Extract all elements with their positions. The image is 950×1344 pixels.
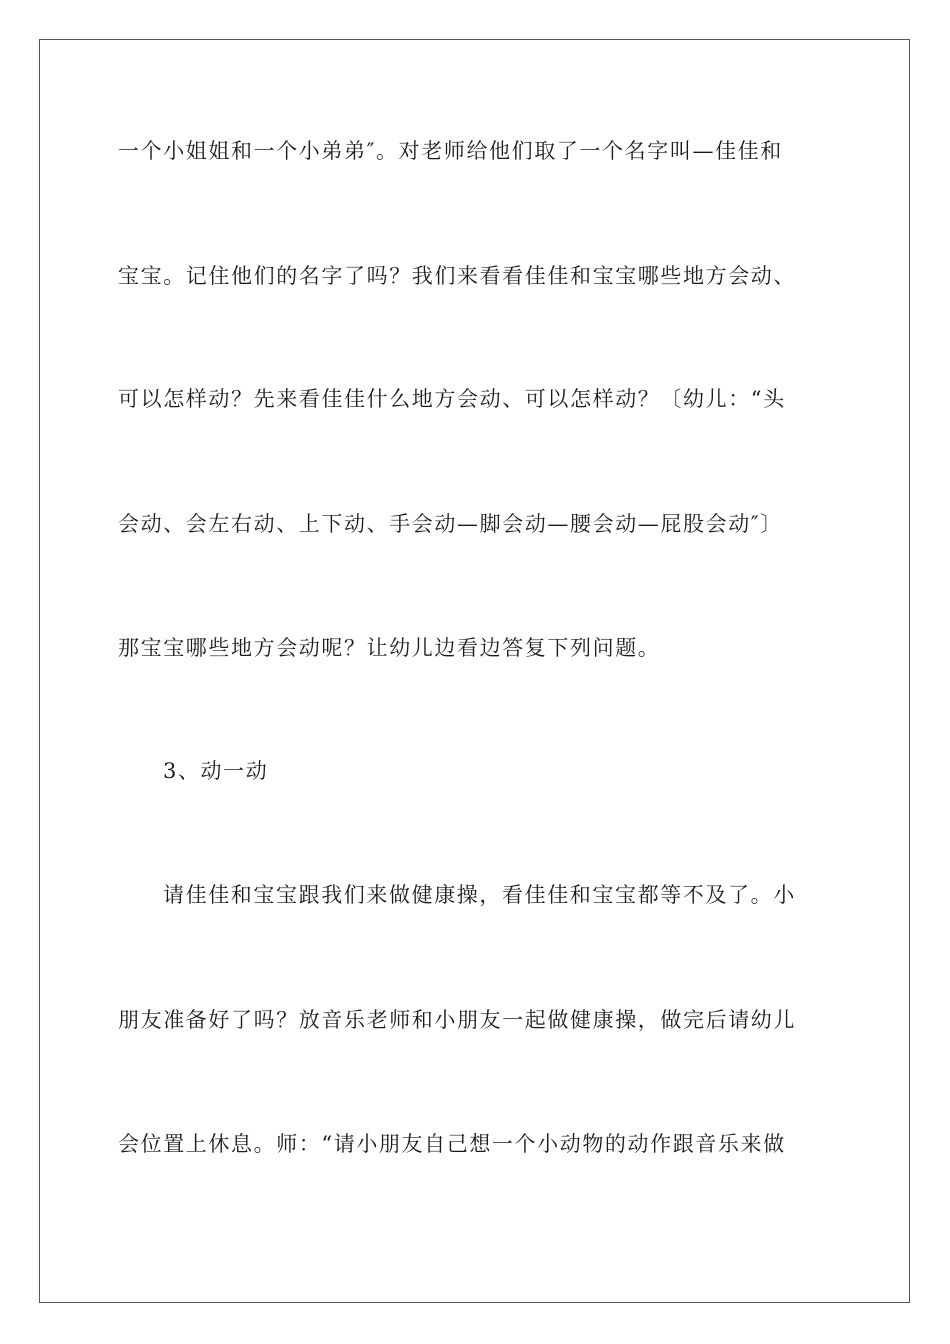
page-border xyxy=(39,39,910,1303)
paragraph-line-1: 一个小姐姐和一个小弟弟″。对老师给他们取了一个名字叫—佳佳和 xyxy=(118,139,783,163)
paragraph-line-3: 可以怎样动？先来看佳佳什么地方会动、可以怎样动？〔幼儿：“头 xyxy=(118,387,786,411)
paragraph-line-7: 朋友准备好了吗？放音乐老师和小朋友一起做健康操，做完后请幼儿 xyxy=(118,1008,796,1032)
paragraph-line-5: 那宝宝哪些地方会动呢？让幼儿边看边答复下列问题。 xyxy=(118,636,661,660)
paragraph-line-6: 请佳佳和宝宝跟我们来做健康操，看佳佳和宝宝都等不及了。小 xyxy=(163,883,796,907)
paragraph-line-2: 宝宝。记住他们的名字了吗？我们来看看佳佳和宝宝哪些地方会动、 xyxy=(118,264,796,288)
paragraph-line-4: 会动、会左右动、上下动、手会动—脚会动—腰会动—屁股会动″〕 xyxy=(118,512,783,536)
paragraph-line-8: 会位置上休息。师：“请小朋友自己想一个小动物的动作跟音乐来做 xyxy=(118,1132,786,1156)
section-heading: 3、动一动 xyxy=(163,759,269,783)
